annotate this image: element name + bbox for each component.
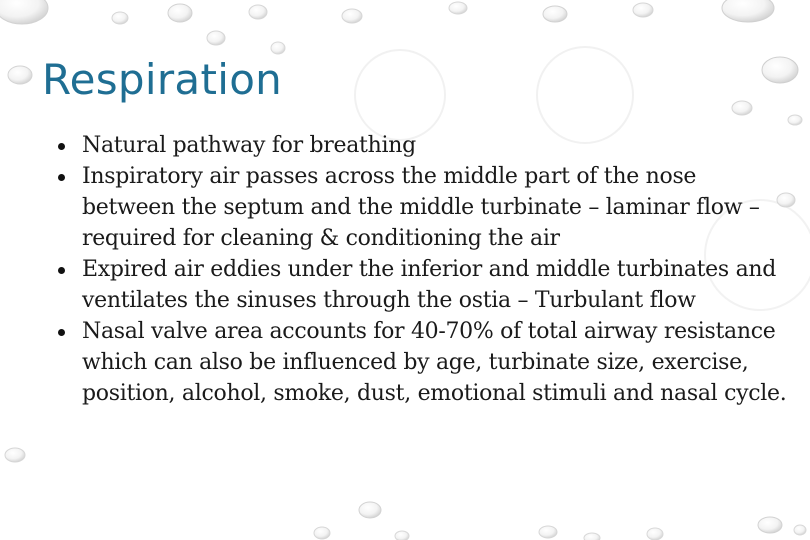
droplet <box>794 525 806 535</box>
droplet <box>359 502 381 518</box>
droplet <box>395 531 409 540</box>
droplet <box>788 115 802 125</box>
bullet-text: Nasal valve area accounts for 40-70% of total airway resistance which can also be influenced by age, turbinate size, exercise, position, alcohol, smoke, dust, emotional stimuli and nasal cycle. <box>82 319 787 406</box>
bullet-dot-icon <box>58 329 65 336</box>
droplet <box>758 517 782 533</box>
droplet <box>647 528 663 540</box>
droplet <box>249 5 267 19</box>
droplet <box>732 101 752 115</box>
droplet <box>5 448 25 462</box>
droplet <box>168 4 192 22</box>
droplet <box>112 12 128 24</box>
bullet-dot-icon <box>58 267 65 274</box>
droplet <box>342 9 362 23</box>
droplet <box>633 3 653 17</box>
bullet-text: Expired air eddies under the inferior and middle turbinates and ventilates the sinuses through the ostia – Turbulant flow <box>82 257 777 313</box>
droplet <box>449 2 467 14</box>
droplet <box>762 57 798 83</box>
bullet-list <box>58 130 793 409</box>
faint-ring <box>537 47 633 143</box>
slide-title: Respiration <box>42 55 283 104</box>
bullet-item <box>58 254 793 316</box>
droplet <box>722 0 774 22</box>
bullet-item <box>58 130 793 161</box>
bullet-item <box>58 316 793 409</box>
bullet-text: Natural pathway for breathing <box>82 133 416 158</box>
bullet-text: Inspiratory air passes across the middle part of the nose between the septum and the middle turbinate – laminar flow – required for cleaning & conditioning the air <box>82 164 760 251</box>
droplet <box>207 31 225 45</box>
droplet <box>314 527 330 539</box>
droplet <box>543 6 567 22</box>
faint-ring <box>355 50 445 140</box>
droplet <box>8 66 32 84</box>
bullet-dot-icon <box>58 174 65 181</box>
bullet-item <box>58 161 793 254</box>
droplet <box>0 0 48 24</box>
droplet <box>539 526 557 538</box>
droplet <box>584 533 600 540</box>
droplet <box>271 42 285 54</box>
bullet-dot-icon <box>58 143 65 150</box>
